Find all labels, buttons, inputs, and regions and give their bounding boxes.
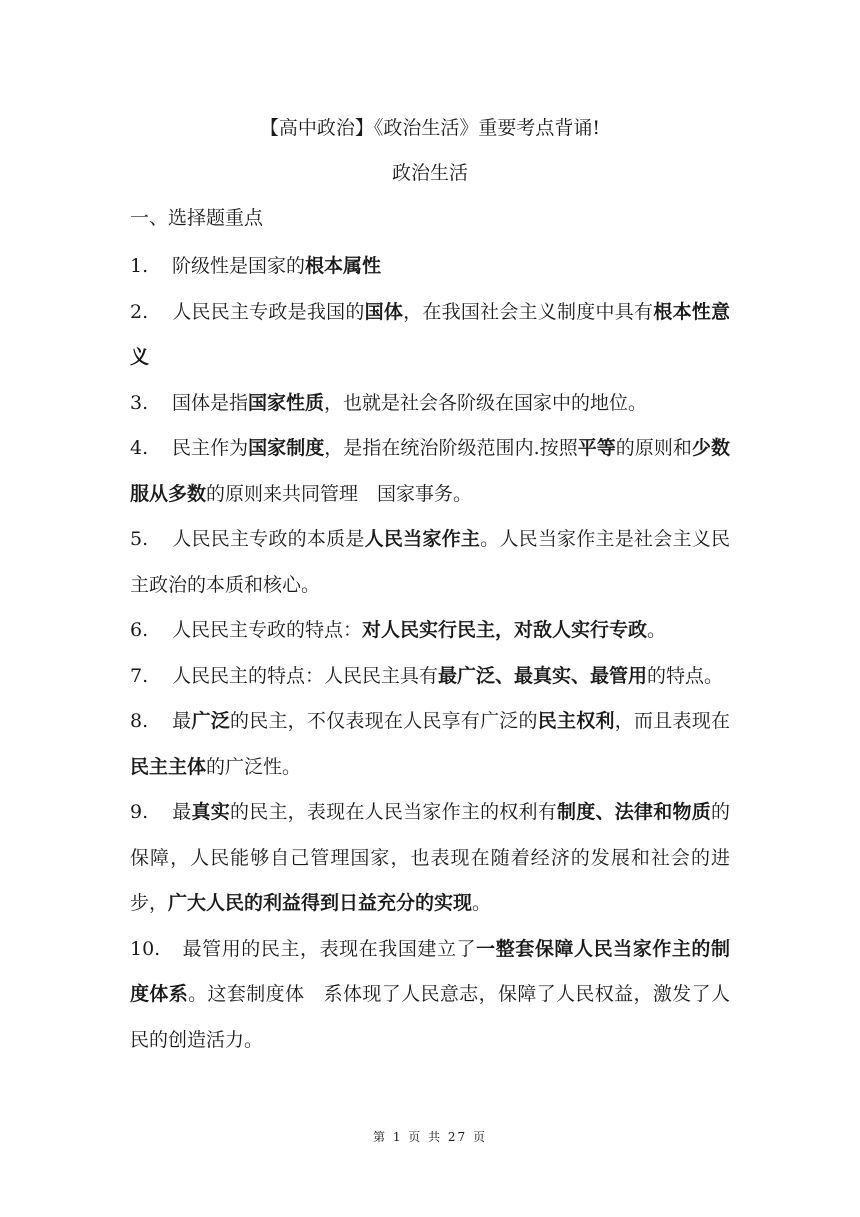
item-text: 的民主，不仅表现在人民享有广泛的	[229, 710, 538, 732]
item-text-bold: 广泛	[191, 710, 230, 732]
item-number: 10.	[130, 937, 161, 960]
item-text: 民主作为	[172, 437, 249, 459]
document-subtitle: 政治生活	[391, 162, 468, 184]
item-text: 的广泛性。	[206, 755, 302, 778]
item-text: ，而且表现在	[614, 710, 730, 732]
item-text-bold: 国家性质	[248, 391, 325, 414]
item-text: 最管用的民主，表现在我国建立了	[182, 937, 477, 960]
list-item	[130, 381, 730, 427]
item-text: ，在我国社会主义制度中具有	[403, 300, 654, 323]
item-text: 人民民主专政的特点：	[172, 619, 363, 641]
item-text: 的原则来共同管理 国家事务。	[206, 482, 473, 505]
item-text-bold: 对人民实行民主，对敌人实行专政	[362, 619, 648, 641]
item-text-bold: 国家制度	[248, 437, 325, 459]
item-text-bold: 一整套保障人民当家作主的制度体系	[130, 937, 730, 1005]
item-text: ，也就是社会各阶级在国家中的地位。	[324, 391, 648, 414]
item-text-bold: 国体	[364, 300, 404, 323]
item-text-bold: 平等	[577, 437, 616, 459]
item-text: 最	[172, 710, 192, 732]
item-number: 5.	[130, 528, 149, 550]
list-item	[130, 608, 730, 654]
item-number: 3.	[130, 391, 149, 414]
item-text: 人民民主专政是我国的	[172, 300, 365, 323]
item-text: 的保障，人民能够自己管理国家，也表现在随着经济的发展和社会的进步，	[130, 801, 730, 914]
item-text: ，是指在统治阶级范围内.按照	[324, 437, 578, 459]
item-list	[130, 244, 730, 1063]
page-footer: 第 1 页 共 27 页	[373, 1130, 487, 1144]
item-text-bold: 真实	[191, 801, 230, 823]
section-heading: 一、选择题重点	[130, 207, 264, 229]
list-item	[130, 244, 730, 290]
item-text: 人民民主专政的本质是	[172, 528, 365, 550]
list-item	[130, 654, 730, 700]
item-number: 6.	[130, 619, 149, 641]
item-number: 7.	[130, 664, 149, 687]
list-item	[130, 290, 730, 381]
list-item	[130, 517, 730, 608]
item-text: 的特点。	[647, 664, 724, 687]
item-number: 4.	[130, 437, 149, 459]
item-number: 2.	[130, 300, 149, 323]
item-text-bold: 民主主体	[130, 755, 207, 778]
item-text-bold: 根本属性	[305, 255, 382, 277]
item-text-bold: 制度、法律和物质	[557, 801, 711, 823]
item-text: 。人民当家作主是社会主义民主政治的本质和核心。	[130, 528, 730, 596]
list-item	[130, 426, 730, 517]
item-number: 1.	[130, 255, 149, 277]
item-text: 国体是指	[172, 391, 249, 414]
list-item	[130, 927, 730, 1064]
list-item	[130, 790, 730, 927]
item-text-bold: 最广泛、最真实、最管用	[438, 664, 648, 687]
item-text-bold: 少数服从多数	[130, 437, 730, 505]
item-text-bold: 根本性意义	[130, 300, 730, 368]
item-text: 人民民主的特点：人民民主具有	[172, 664, 439, 687]
item-text: 。	[472, 892, 492, 914]
list-item	[130, 699, 730, 790]
item-number: 8.	[130, 710, 149, 732]
document-title: 【高中政治】《政治生活》重要考点背诵!	[259, 117, 601, 139]
item-text: 的民主，表现在人民当家作主的权利有	[229, 801, 558, 823]
item-text-bold: 人民当家作主	[364, 528, 481, 550]
item-text: 。这套制度体 系体现了人民意志，保障了人民权益，激发了人民的创造活力。	[130, 983, 730, 1051]
item-text: 阶级性是国家的	[172, 255, 306, 277]
item-text: 。	[647, 619, 667, 641]
item-number: 9.	[130, 801, 149, 823]
item-text: 最	[172, 801, 192, 823]
item-text-bold: 民主权利	[537, 710, 615, 732]
item-text-bold: 广大人民的利益得到日益充分的实现	[168, 892, 473, 914]
item-text: 的原则和	[615, 437, 692, 459]
